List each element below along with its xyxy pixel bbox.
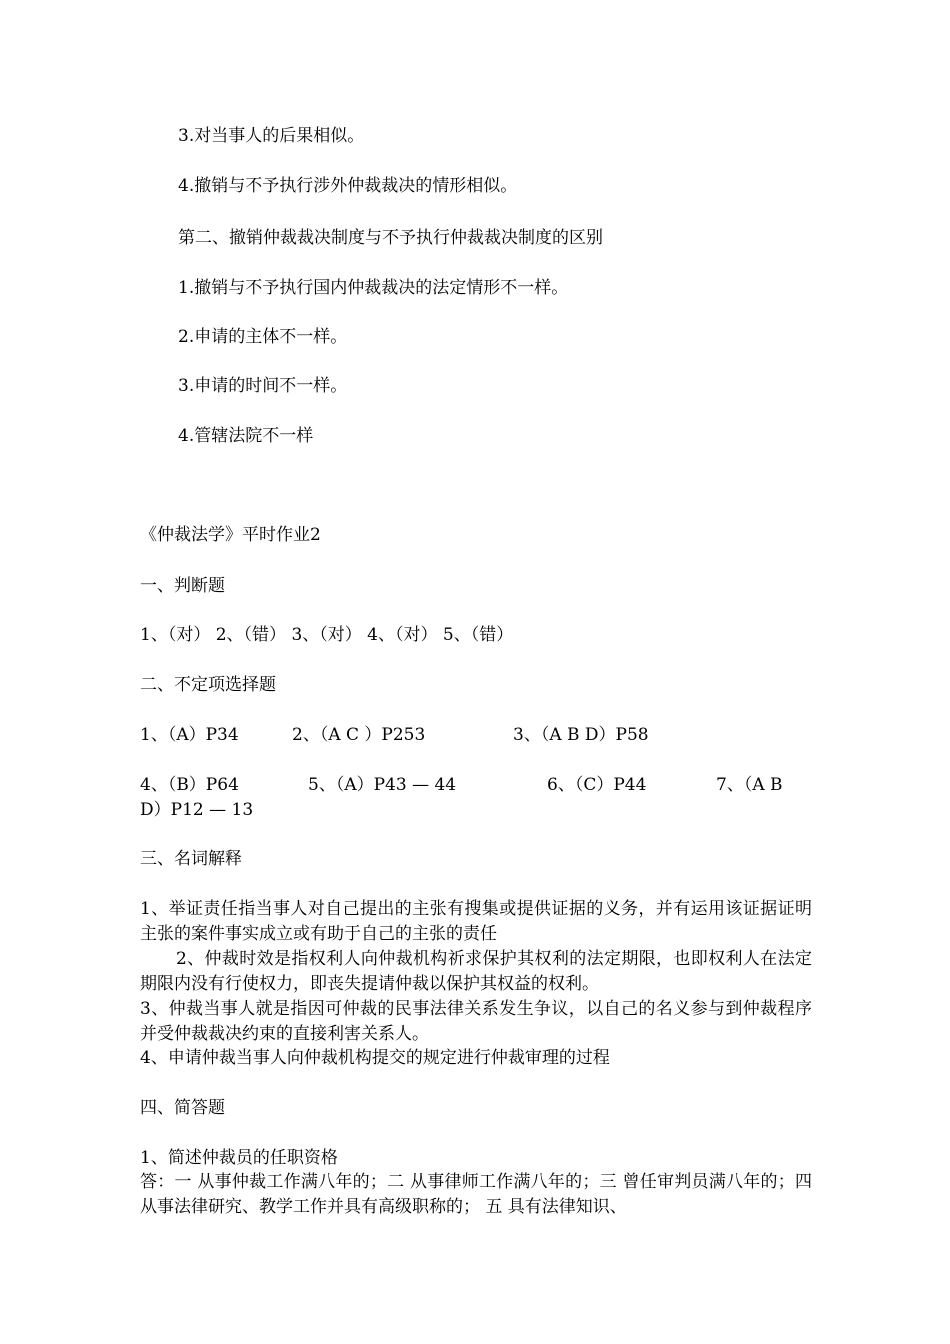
term-definition-4: 4、申请仲裁当事人向仲裁机构提交的规定进行仲裁审理的过程 xyxy=(140,1048,610,1068)
choice-answer-5: 5、（A）P43 — 44 xyxy=(308,775,457,795)
part2-heading: 二、不定项选择题 xyxy=(140,675,276,695)
term-definition-2: 2、仲裁时效是指权利人向仲裁机构祈求保护其权利的法定期限，也即权利人在法定期限内没有行使权力，即丧失提请仲裁以保护其权益的权利。 xyxy=(140,949,812,994)
difference-heading: 第二、撤销仲裁裁决制度与不予执行仲裁裁决制度的区别 xyxy=(178,228,603,248)
choice-answer-2: 2、（A C ）P253 xyxy=(292,725,426,745)
choice-answer-7-continued: D）P12 — 13 xyxy=(140,800,254,820)
difference-item-3: 3.申请的时间不一样。 xyxy=(178,376,348,396)
part1-answers: 1、（对） 2、（错） 3、（对） 4、（对） 5、（错） xyxy=(140,625,514,645)
short-answer-1: 答：一 从事仲裁工作满八年的；二 从事律师工作满八年的；三 曾任审判员满八年的；四 从事法律研究、教学工作并具有高级职称的； 五 具有法律知识、 xyxy=(140,1172,812,1217)
part4-heading: 四、简答题 xyxy=(140,1098,225,1118)
difference-item-4: 4.管辖法院不一样 xyxy=(178,426,314,446)
difference-item-2: 2.申请的主体不一样。 xyxy=(178,327,348,347)
choice-answer-3: 3、（A B D）P58 xyxy=(513,725,649,745)
choice-answer-7: 7、（A B xyxy=(716,775,783,795)
homework-title: 《仲裁法学》平时作业2 xyxy=(140,525,321,545)
part1-heading: 一、判断题 xyxy=(140,576,225,596)
similarity-item-4: 4.撤销与不予执行涉外仲裁裁决的情形相似。 xyxy=(178,176,518,196)
part3-heading: 三、名词解释 xyxy=(140,849,242,869)
choice-answer-6: 6、（C）P44 xyxy=(547,775,647,795)
term-definition-3: 3、仲裁当事人就是指因可仲裁的民事法律关系发生争议，以自己的名义参与到仲裁程序并受仲裁裁决约束的直接利害关系人。 xyxy=(140,999,812,1044)
similarity-item-3: 3.对当事人的后果相似。 xyxy=(178,126,365,146)
short-question-1: 1、简述仲裁员的任职资格 xyxy=(140,1148,338,1168)
term-definition-1: 1、举证责任指当事人对自己提出的主张有搜集或提供证据的义务，并有运用该证据证明主张的案件事实成立或有助于自己的主张的责任 xyxy=(140,899,812,944)
choice-answer-4: 4、（B）P64 xyxy=(140,775,239,795)
choice-answer-1: 1、（A）P34 xyxy=(140,725,239,745)
difference-item-1: 1.撤销与不予执行国内仲裁裁决的法定情形不一样。 xyxy=(178,278,569,298)
